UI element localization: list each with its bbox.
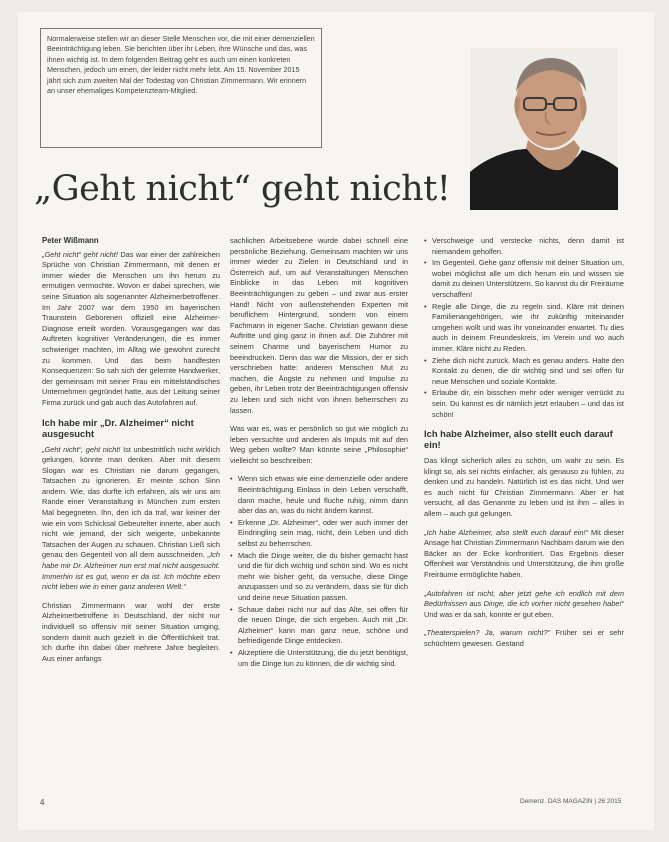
paragraph (230, 236, 408, 416)
portrait-photo (470, 48, 618, 210)
paragraph-text: sachlichen Arbeitsebene wurde dabei schnell eine persönliche Beziehung. Gemeinsam machten wir uns immer wieder zu Zielen in Deutschland und in Österreich auf, um auf Veranstaltungen Menschen Einblicke in das Leben mit kognitiven Beeinträchtigungen zu geben – und zwar aus erster Hand! Nicht von außenstehenden Experten mit beruflichem Hintergrund, sondern von einem Fachmann in eigener Sache. Christian gewann diese Auftritte und ging ganz in ihnen auf. Die Zuhörer mit seinem Charme und bayerischem Humor zu beeindrucken. Denn das war die Mission, der er sich verschrieben hatte: anderen Menschen Mut zu machen, die Ängste zu nehmen und Impulse zu geben, ihr Leben trotz der Beeinträchtigungen offensiv zu leben und sich nicht von ihnen beherrschen zu lassen. (230, 236, 408, 415)
paragraph (42, 601, 220, 665)
list-item: • Schaue dabei nicht nur auf das Alte, sei offen für die neuen Dinge, die sich ergeben. Auch mit „Dr. Alzheimer“ kann man ganz neue, schöne und befriedigende Dinge entdecken. (238, 605, 408, 647)
article-headline: „Geht nicht“ geht nicht! (34, 169, 451, 209)
quote-text: „Autofahren ist nicht, aber jetzt gehe ich endlich mit dem Bedürfnissen aus Dinge, die ich vorher nicht gesehen habe!“ (424, 588, 624, 609)
quote-text: „Ich habe Alzheimer, also stellt euch darauf ein!“ (424, 527, 589, 537)
quote-text: „Geht nicht“ geht nicht! (42, 249, 118, 259)
list-item: • Erlaube dir, ein bisschen mehr oder weniger verrückt zu sein. Du kannst es dir nämlich jetzt erlauben – und das ist schön! (432, 388, 624, 420)
paragraph (42, 445, 220, 593)
list-item: • Ziehe dich nicht zurück. Mach es genau anders. Halte den Kontakt zu denen, die dir wichtig sind und sei offen für neue Menschen und soziale Kontakte. (432, 356, 624, 388)
intro-text: Normalerweise stellen wir an dieser Stelle Menschen vor, die mit einer demenziellen Beeinträchtigung leben. Sie berichten über ihr Leben, ihre Wünsche und das, was ihnen wichtig ist. In dem folgenden Beitrag geht es auch um einen konkreten Menschen, jedoch um einen, der leider nicht mehr lebt. Am 15. November 2015 jährt sich zum zweiten Mal der Todestag von Christian Zimmermann. Wir erinnern an unser ehemaliges Kompetenzteam-Mitglied. (47, 34, 315, 96)
list-item: • Wenn sich etwas wie eine demenzielle oder andere Beeinträchtigung Einlass in dein Leben verschafft, dann mache, heule und fluche ruhig, nimm dann aber das an, was du nicht ändern kannst. (238, 474, 408, 516)
paragraph-text: Das war einer der zahlreichen Sprüche von Christian Zimmermann, mit denen er immer wieder die Menschen um ihn herum zu ermutigen vermochte. Wovon er dabei sprechen, wie seine Situation als sogenannter Alzheimerbetroffener. Im Jahr 2007 war dem 1950 im bayerischen Traunstein Geborenen offiziell eine Alzheimer-Diagnose erteilt worden. Vorausgegangen war das Auftreten kognitiver Veränderungen, die es immer schwieriger machten, im Alltag wie gewohnt zurecht zu kommen. Und das beim handfesten Konsequenzen: So sah sich der gelernte Handwerker, der gemeinsam mit seiner Frau ein mittelständisches Unternehmen gegründet hatte, aus der Leitung seiner Firma zurück und gab auch das Autofahren auf. (42, 249, 220, 407)
column-1 (42, 236, 220, 672)
paragraph-text: Und was er da sah, konnte er gut eben. (424, 609, 554, 619)
paragraph (42, 250, 220, 409)
subheading: Ich habe mir „Dr. Alzheimer“ nicht ausgesucht (42, 416, 194, 439)
intro-box (40, 28, 322, 148)
philosophy-list (230, 474, 408, 669)
portrait-illustration (470, 48, 618, 210)
paragraph (424, 589, 624, 621)
paragraph-text: Christian Zimmermann war wohl der erste Alzheimerbetroffene in Deutschland, der nicht nur individuell so offensiv mit seiner Situation umging, sondern damit auch gezielt in die Öffentlichkeit trat. Ich durfte ihn dabei über mehrere Jahre begleiten. Aus einer anfangs (42, 600, 220, 663)
list-item: • Regle alle Dinge, die zu regeln sind. Kläre mit deinen Familienangehörigen, wie ihr zukünftig miteinander umgehen wollt und was ihr voneinander erwartet. Tu dies auch in deinem Freundeskreis, im Verein und wo auch immer. Kläre nicht zu Reden. (432, 302, 624, 355)
paragraph-text: Was war es, was er persönlich so gut wie möglich zu leben versuchte und anderen als Impuls mit auf den Weg geben wollte? Man könnte seine „Philosophie“ vielleicht so beschreiben: (230, 424, 408, 465)
paragraph (424, 628, 624, 649)
column-2 (230, 236, 408, 677)
list-item: • Akzeptiere die Unterstützung, die du jetzt benötigst, um die Dinge tun zu können, die dir wichtig sind. (238, 648, 408, 669)
page-number: 4 (40, 798, 45, 807)
subheading: Ich habe Alzheimer, also stellt euch darauf ein! (424, 428, 613, 451)
paragraph-text: Mit dieser Ansage hat Christian Zimmermann Nachbarn darum wie den Bäcker an der Ecke konfrontiert. Das Ergebnis dieser Offenheit war Verständnis und Unterstützung, die ihm große Freiräume ermöglichte haben. (424, 527, 624, 580)
quote-text: „Geht nicht“, geht nicht! (42, 444, 121, 454)
quote-text: „Theaterspielen? Ja, warum nicht?“ (424, 628, 551, 638)
column-3 (424, 236, 624, 658)
list-item: • Mach die Dinge weiter, die du bisher gemacht hast und die für dich wichtig und schön sind. Wo es nicht mehr wie bisher geht, da versuche, diese Dinge anzupassen und so zu verändern, dass sie für dich und deine neue Situation passen. (238, 551, 408, 604)
magazine-footer: Demenz. DAS MAGAZIN | 26 2015 (520, 798, 622, 805)
list-item: • Erkenne „Dr. Alzheimer“, oder wer auch immer der Eindringling sein mag, nicht, dein Leben und dich selbst zu beherrschen. (238, 518, 408, 550)
philosophy-list-continued (424, 236, 624, 420)
quote-text: „Ich habe mir Dr. Alzheimer nun erst mal nicht ausgesucht. Immerhin ist es gut, wenn er da ist. Ich möchte eben nicht leben wie in einer ganz anderen Welt.“ (42, 550, 220, 592)
paragraph (424, 528, 624, 581)
paragraph-text: Früher sei er sehr schüchtern gewesen. Gestand (424, 628, 624, 648)
paragraph (424, 456, 624, 520)
list-item: • Im Gegenteil. Gehe ganz offensiv mit deiner Situation um, wobei möglichst alle um dich herum ein und wissen sie damit zu deinen Unterstützern. So kannst du dir Freiräume verschaffen! (432, 258, 624, 300)
paragraph-text: Das klingt sicherlich alles zu schön, um wahr zu sein. Es klingt so, als sei nichts einfacher, als genauso zu fühlen, zu denken und zu handeln. Natürlich ist es das nicht. Und wer es auch nicht für Christian Zimmermann. Aber er hat versucht, all das Genannte zu leben und ist ihm – alles in allem – auch gut gelungen. (424, 456, 624, 519)
list-item: • Verschweige und verstecke nichts, denn damit ist niemandem geholfen. (432, 236, 624, 257)
paragraph (230, 424, 408, 466)
author-name: Peter Wißmann (42, 236, 99, 245)
paragraph-text: Ist unbestrittlich nicht wirklich gelungen, könnte man denken. Aber mit diesem Slogan war es Christian nie darum gegangen, Tatsachen zu ignorieren. Er meinte schon Sinn andern. Wie, das durfte ich erfahren, als wir uns am Rande einer Veranstaltung in München zum ersten Mal begegneten. Ihn, den ich da traf, war keiner der wie ein vom Schicksal Gebeutelter innerte, aber auch nicht wie jemand, der sich weigerte, unbekannte Tatsachen der Augen zu schauen. Christian Ließ sich genau den Gegenteil von all dem ausschneiden. (42, 444, 220, 560)
